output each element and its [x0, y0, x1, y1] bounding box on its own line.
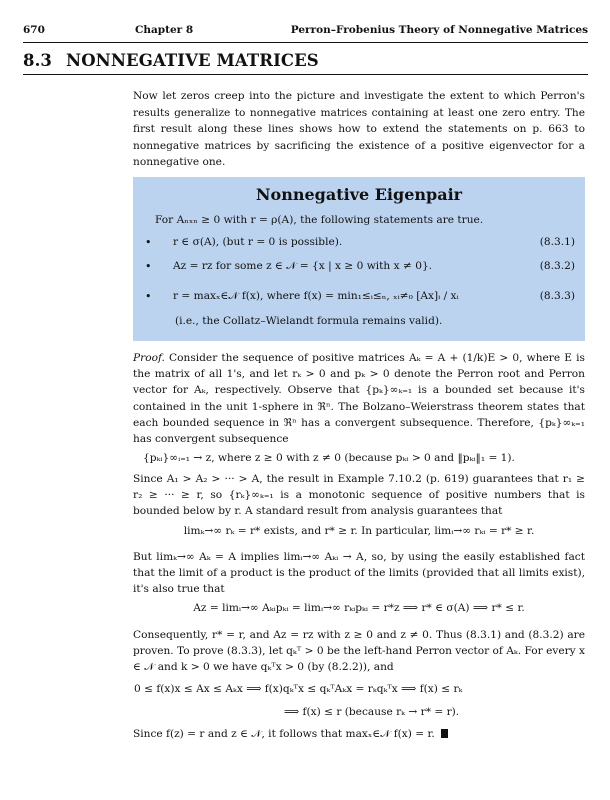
proof-conclusion — [133, 728, 585, 741]
equation-bound-2: ⟹ f(x) ≤ r (because rₖ → r* = r). — [284, 706, 460, 718]
running-title: Perron–Frobenius Theory of Nonnegative Matrices — [290, 24, 588, 36]
bullet-icon: • — [145, 236, 152, 249]
equation-number-1: (8.3.1) — [539, 236, 575, 248]
section-title: NONNEGATIVE MATRICES — [66, 51, 319, 70]
header-rule — [23, 42, 588, 43]
intro-paragraph: Now let zeros creep into the picture and investigate the extent to which Perron's results generalize to nonnegative matrices containing at least one zero entry. The first result along these lines shows how to extend the statements on p. 663 to nonnegative matrices by sacrificing the existence of a positive eigenvector for a nonnegative one. — [133, 90, 585, 169]
chapter-label: Chapter 8 — [135, 24, 194, 36]
page-number: 670 — [23, 24, 45, 36]
box-lead: For Aₙₓₙ ≥ 0 with r = ρ(A), the following statements are true. — [155, 214, 484, 226]
proof-paragraph-4: Consequently, r* = r, and Az = rz with z ≥ 0 and z ≠ 0. Thus (8.3.1) and (8.3.2) are proven. To prove (8.3.3), let qₖᵀ > 0 be the left-hand Perron vector of Aₖ. For every x ∈ 𝒩 and k > 0 we have qₖᵀx > 0 (by (8.2.2)), and — [133, 629, 585, 674]
equation-bound-1: 0 ≤ f(x)x ≤ Ax ≤ Aₖx ⟹ f(x)qₖᵀx ≤ qₖᵀAₖx = rₖqₖᵀx ⟹ f(x) ≤ rₖ — [134, 683, 463, 695]
equation-product: Az = limᵢ→∞ Aₖᵢpₖᵢ = limᵢ→∞ rₖᵢpₖᵢ = r*z ⟹ r* ∈ σ(A) ⟹ r* ≤ r. — [193, 602, 525, 614]
section-rule — [23, 74, 588, 75]
conclusion-text: Since f(z) = r and z ∈ 𝒩, it follows that maxₓ∈𝒩 f(x) = r. — [133, 728, 435, 740]
box-title: Nonnegative Eigenpair — [255, 185, 463, 204]
proof-label: Proof. — [133, 352, 165, 364]
equation-subsequence: {pₖᵢ}∞ᵢ₌₁ → z, where z ≥ 0 with z ≠ 0 (because pₖᵢ > 0 and ‖pₖᵢ‖₁ = 1). — [143, 452, 515, 464]
box-note: (i.e., the Collatz–Wielandt formula remains valid). — [175, 315, 443, 327]
box-item-3: r = maxₓ∈𝒩 f(x), where f(x) = min₁≤ᵢ≤ₙ, ₓᵢ≠₀ [Ax]ᵢ / xᵢ — [173, 290, 459, 302]
section-heading — [23, 51, 319, 70]
equation-limits: limₖ→∞ rₖ = r* exists, and r* ≥ r. In particular, limᵢ→∞ rₖᵢ = r* ≥ r. — [183, 525, 535, 537]
box-item-2: Az = rz for some z ∈ 𝒩 = {x | x ≥ 0 with x ≠ 0}. — [173, 260, 433, 272]
proof-paragraph-2: Since A₁ > A₂ > ··· > A, the result in Example 7.10.2 (p. 619) guarantees that r₁ ≥ r₂ ≥ ··· ≥ r, so {rₖ}∞ₖ₌₁ is a monotonic sequence of positive numbers that is bounded below by r. A standard result from analysis guarantees that — [133, 473, 585, 518]
equation-number-3: (8.3.3) — [539, 290, 575, 302]
theorem-box — [133, 177, 585, 341]
box-item-1: r ∈ σ(A), (but r = 0 is possible). — [173, 236, 343, 248]
qed-icon — [441, 729, 448, 738]
proof-text-1: Consider the sequence of positive matrices Aₖ = A + (1/k)E > 0, where E is the matrix of all 1's, and let rₖ > 0 and pₖ > 0 denote the Perron root and Perron vector for Aₖ, respectively. Observe that {pₖ}∞ₖ₌₁ is a bounded set because it's contained in the unit 1-sphere in ℜⁿ. The Bolzano–Weierstrass theorem states that each bounded sequence in ℜⁿ has a convergent subsequence. Therefore, {pₖ}∞ₖ₌₁ has convergent subsequence — [133, 352, 585, 446]
proof-paragraph-3: But limₖ→∞ Aₖ = A implies limᵢ→∞ Aₖᵢ → A, so, by using the easily established fact that the limit of a product is the product of the limits (provided that all limits exist), it's also true that — [133, 551, 585, 596]
equation-number-2: (8.3.2) — [539, 260, 575, 272]
proof-paragraph-1 — [133, 350, 585, 447]
section-number: 8.3 — [23, 51, 53, 70]
bullet-icon: • — [145, 290, 152, 303]
bullet-icon: • — [145, 260, 152, 273]
